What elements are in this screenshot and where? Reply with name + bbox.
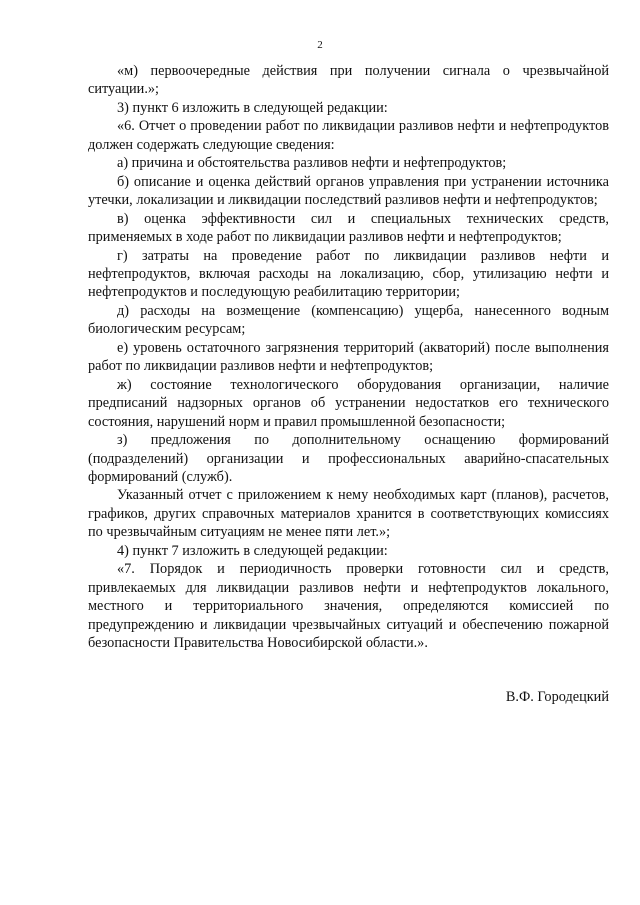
- signature: В.Ф. Городецкий: [505, 689, 609, 705]
- paragraph-report-storage: Указанный отчет с приложением к нему необходимых карт (планов), расчетов, графиков, других справочных материалов хранится в соответствующих комиссиях по чрезвычайным ситуациям не менее пяти лет.»;: [88, 487, 609, 541]
- paragraph-item-m: «м) первоочередные действия при получении сигнала о чрезвычайной ситуации.»;: [88, 63, 609, 98]
- paragraph-item-z: з) предложения по дополнительному оснащению формирований (подразделений) организации и профессиональных аварийно-спасательных формирований (служб).: [88, 432, 609, 485]
- paragraph-item-v: в) оценка эффективности сил и специальных технических средств, применяемых в ходе работ по ликвидации разливов нефти и нефтепродуктов;: [88, 210, 609, 246]
- document-body: [88, 62, 609, 653]
- paragraph-item-zh: ж) состояние технологического оборудования организации, наличие предписаний надзорных органов об устранении недостатков его технического состояния, нарушений норм и правил промышленной безопасности;: [88, 376, 609, 430]
- paragraph-clause-7: «7. Порядок и периодичность проверки готовности сил и средств, привлекаемых для ликвидации разливов нефти и нефтепродуктов локального, местного и территориального значения, определяются комиссией по предупреждению и ликвидации чрезвычайных ситуаций и обеспечению пожарной безопасности Правительства Новосибирской области.».: [88, 561, 609, 652]
- page-number: 2: [317, 39, 323, 51]
- paragraph-amendment-3: 3) пункт 6 изложить в следующей редакции:: [117, 99, 388, 116]
- paragraph-item-a: а) причина и обстоятельства разливов нефти и нефтепродуктов;: [117, 155, 507, 172]
- paragraph-item-e: е) уровень остаточного загрязнения территорий (акваторий) после выполнения работ по ликвидации разливов нефти и нефтепродуктов;: [88, 339, 609, 375]
- paragraph-item-b: б) описание и оценка действий органов управления при устранении источника утечки, локализации и ликвидации последствий разливов нефти и нефтепродуктов;: [88, 173, 609, 209]
- paragraph-clause-6: «6. Отчет о проведении работ по ликвидации разливов нефти и нефтепродуктов должен содержать следующие сведения:: [88, 118, 609, 153]
- paragraph-amendment-4: 4) пункт 7 изложить в следующей редакции:: [117, 542, 388, 559]
- paragraph-item-d: д) расходы на возмещение (компенсацию) ущерба, нанесенного водным биологическим ресурсам;: [88, 302, 609, 338]
- paragraph-item-g: г) затраты на проведение работ по ликвидации разливов нефти и нефтепродуктов, включая расходы на локализацию, сбор, утилизацию нефти и нефтепродуктов и последующую реабилитацию территории;: [88, 247, 609, 301]
